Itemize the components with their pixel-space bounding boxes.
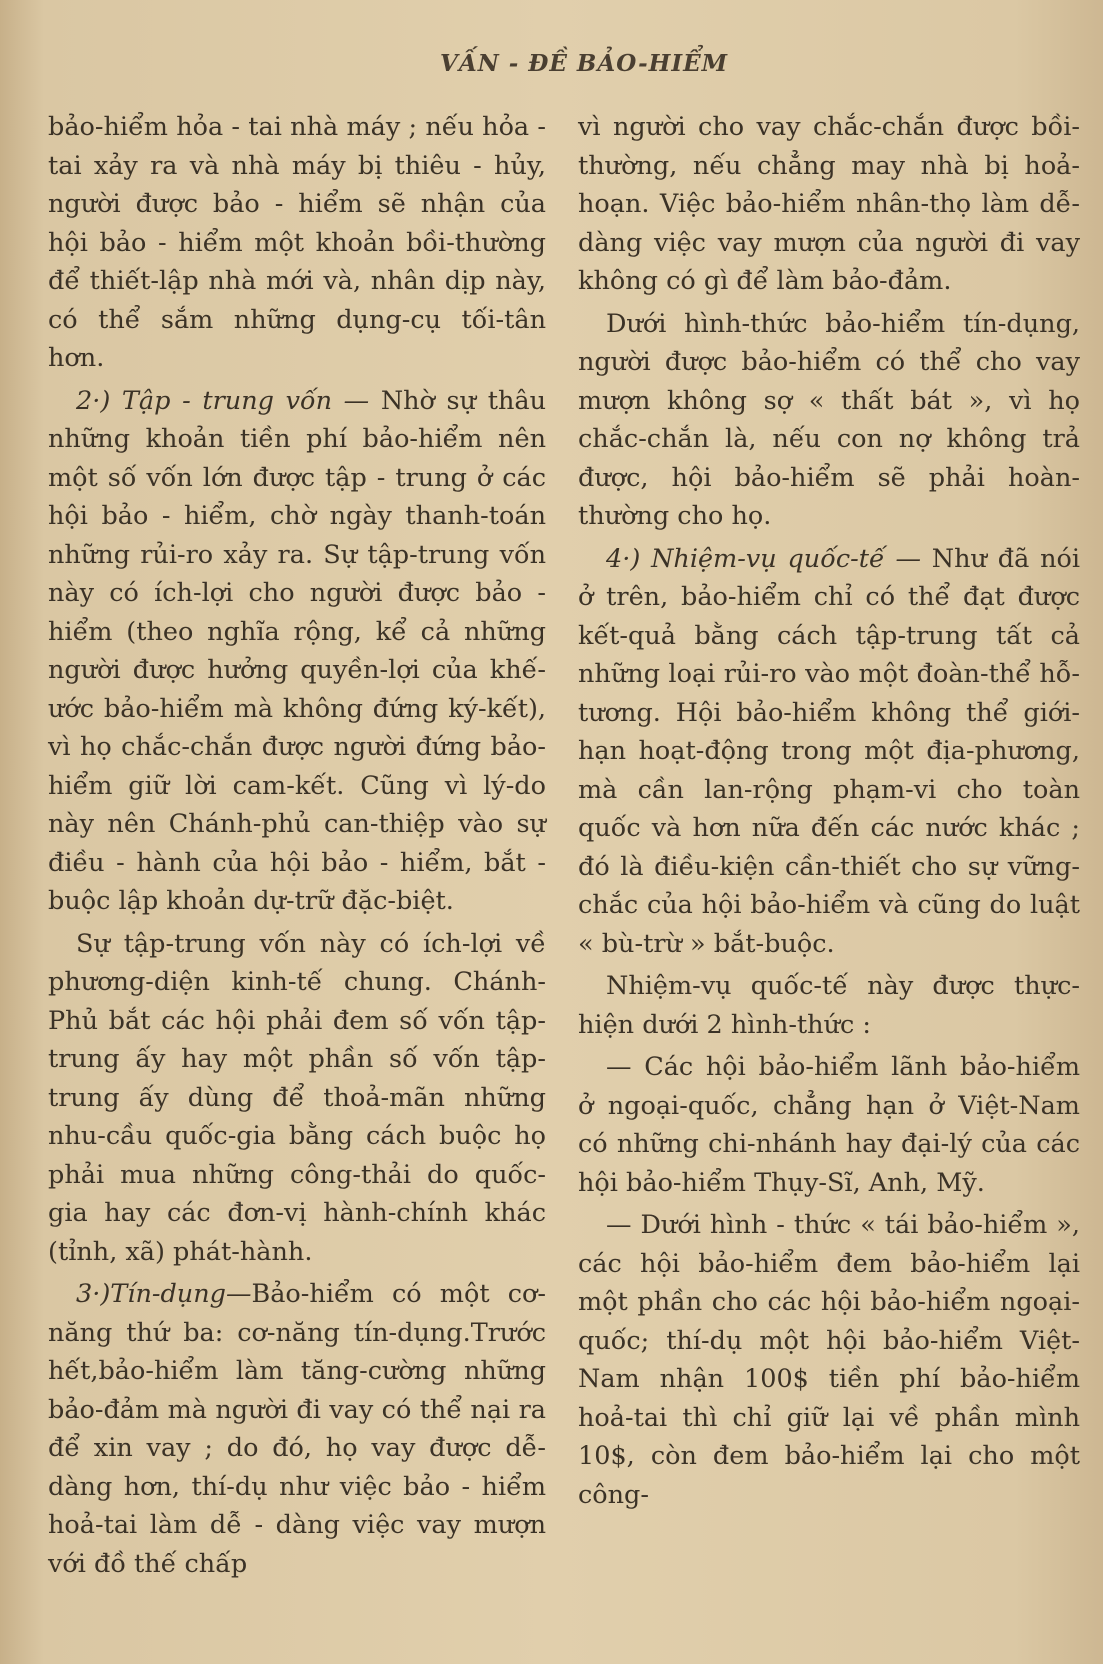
right-column <box>578 108 1080 1518</box>
paragraph: vì người cho vay chắc-chắn được bồi-thường, nếu chẳng may nhà bị hoả-hoạn. Việc bảo-hiểm nhân-thọ làm dễ-dàng việc vay mượn của người đi vay không có gì để làm bảo-đảm. <box>578 112 1080 296</box>
paragraph: Dưới hình-thức bảo-hiểm tín-dụng, người được bảo-hiểm có thể cho vay mượn không sợ « thất bát », vì họ chắc-chắn là, nếu con nợ không trả được, hội bảo-hiểm sẽ phải hoàn-thường cho họ. <box>578 308 1080 531</box>
paragraph: — Các hội bảo-hiểm lãnh bảo-hiểm ở ngoại-quốc, chẳng hạn ở Việt-Nam có những chi-nhánh hay đại-lý của các hội bảo-hiểm Thụy-Sĩ, Anh, Mỹ. <box>578 1052 1080 1198</box>
running-header: VẤN - ĐỀ BẢO-HIỂM <box>440 50 729 77</box>
section-heading: 2·) Tập - trung vốn — <box>76 385 370 416</box>
paragraph: 3·)Tín-dụng—Bảo-hiểm có một cơ-năng thứ ba: cơ-năng tín-dụng.Trước hết,bảo-hiểm làm tăng-cường những bảo-đảm mà người đi vay có thể nại ra để xin vay ; do đó, họ vay được dễ-dàng hơn, thí-dụ như việc bảo - hiểm hoả-tai làm dễ - dàng việc vay mượn với đồ thế chấp <box>48 1279 546 1579</box>
left-column <box>48 108 546 1587</box>
paragraph: — Dưới hình - thức « tái bảo-hiểm », các hội bảo-hiểm đem bảo-hiểm lại một phần cho các hội bảo-hiểm ngoại-quốc; thí-dụ một hội bảo-hiểm Việt-Nam nhận 100$ tiền phí bảo-hiểm hoả-tai thì chỉ giữ lại về phần mình 10$, còn đem bảo-hiểm lại cho một công- <box>578 1210 1080 1510</box>
paragraph: 4·) Nhiệm-vụ quốc-tế — Như đã nói ở trên, bảo-hiểm chỉ có thể đạt được kết-quả bằng cách tập-trung tất cả những loại rủi-ro vào một đoàn-thể hỗ-tương. Hội bảo-hiểm không thể giới-hạn hoạt-động trong một địa-phương, mà cần lan-rộng phạm-vi cho toàn quốc và hơn nữa đến các nước khác ; đó là điều-kiện cần-thiết cho sự vững-chắc của hội bảo-hiểm và cũng do luật « bù-trừ » bắt-buộc. <box>578 543 1081 959</box>
paragraph: bảo-hiểm hỏa - tai nhà máy ; nếu hỏa - tai xảy ra và nhà máy bị thiêu - hủy, người được bảo - hiểm sẽ nhận của hội bảo - hiểm một khoản bồi-thường để thiết-lập nhà mới và, nhân dịp này, có thể sắm những dụng-cụ tối-tân hơn. <box>48 112 546 373</box>
section-heading: 3·)Tín-dụng— <box>76 1279 252 1309</box>
paragraph: Sự tập-trung vốn này có ích-lợi về phương-diện kinh-tế chung. Chánh-Phủ bắt các hội phải đem số vốn tập-trung ấy hay một phần số vốn tập-trung ấy dùng để thoả-mãn những nhu-cầu quốc-gia bằng cách buộc họ phải mua những công-thải do quốc-gia hay các đơn-vị hành-chính khác (tỉnh, xã) phát-hành. <box>48 928 546 1267</box>
paragraph: 2·) Tập - trung vốn — Nhờ sự thâu những khoản tiền phí bảo-hiểm nên một số vốn lớn được tập - trung ở các hội bảo - hiểm, chờ ngày thanh-toán những rủi-ro xảy ra. Sự tập-trung vốn này có ích-lợi cho người được bảo - hiểm (theo nghĩa rộng, kể cả những người được hưởng quyền-lợi của khế-ước bảo-hiểm mà không đứng ký-kết), vì họ chắc-chắn được người đứng bảo-hiểm giữ lời cam-kết. Cũng vì lý-do này nên Chánh-phủ can-thiệp vào sự điều - hành của hội bảo - hiểm, bắt - buộc lập khoản dự-trữ đặc-biệt. <box>48 385 546 916</box>
section-heading: 4·) Nhiệm-vụ quốc-tế — <box>606 543 921 574</box>
paragraph: Nhiệm-vụ quốc-tế này được thực-hiện dưới 2 hình-thức : <box>578 971 1080 1040</box>
